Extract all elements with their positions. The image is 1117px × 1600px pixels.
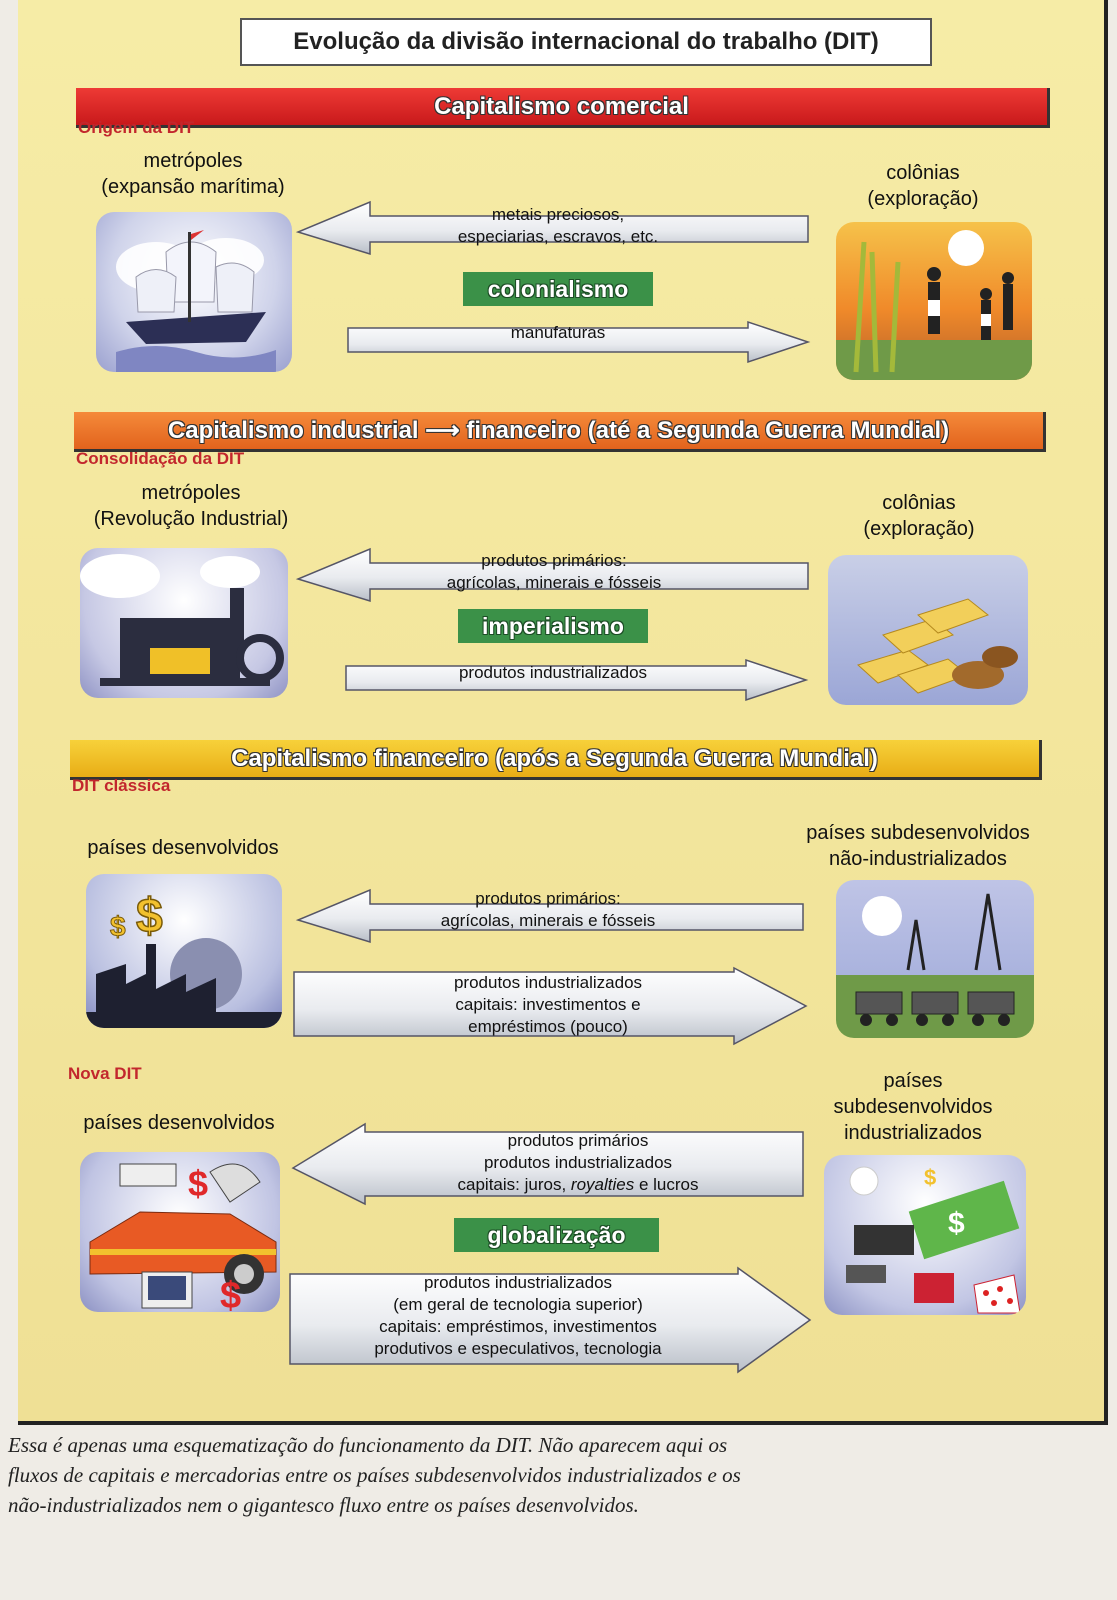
- oil-mining-illustration: [836, 880, 1034, 1038]
- svg-text:$: $: [188, 1163, 209, 1204]
- s3-left-place: países desenvolvidos: [87, 837, 279, 859]
- label-nova-dit: Nova DIT: [68, 1064, 142, 1083]
- band-capitalismo-industrial: Capitalismo industrial ⟶ financeiro (até a Segunda Guerra Mundial): [74, 412, 1046, 452]
- s4-flow-out-text: produtos industrializados (em geral de tecnologia superior) capitais: empréstimos, investimentos produtivos e especulativos, tecnologia: [374, 1273, 662, 1358]
- s1-flow-out-text: manufaturas: [510, 323, 606, 342]
- dollar-sign-2: $: [110, 911, 126, 942]
- developed-industry-illustration: [86, 874, 282, 1028]
- diagram-panel: [18, 0, 1108, 1425]
- ship-illustration: [96, 212, 292, 372]
- relation-colonialismo: colonialismo: [463, 272, 653, 306]
- s1-right-place: colônias (exploração): [867, 162, 979, 210]
- band-capitalismo-comercial: Capitalismo comercial: [76, 88, 1050, 128]
- technology-illustration: [80, 1152, 280, 1312]
- band-capitalismo-financeiro: Capitalismo financeiro (após a Segunda Guerra Mundial): [70, 740, 1042, 780]
- label-dit-classica: DIT clássica: [72, 776, 171, 795]
- factory-illustration: [80, 548, 288, 698]
- figure-caption: Essa é apenas uma esquematização do funcionamento da DIT. Não aparecem aqui os fluxos de capitais e mercadorias entre os países subdesenvolvidos industrializados e os não-industrializados nem o gigantesco fluxo entre os países desenvolvidos.: [8, 1433, 741, 1517]
- s2-flow-in-text: produtos primários: agrícolas, minerais e fósseis: [446, 551, 662, 592]
- diagram-title: Evolução da divisão internacional do trabalho (DIT): [240, 18, 932, 66]
- s2-flow-out-text: produtos industrializados: [458, 663, 648, 682]
- s2-right-place: colônias (exploração): [863, 492, 975, 540]
- s3-flow-out-text: produtos industrializados capitais: investimentos e empréstimos (pouco): [453, 973, 643, 1036]
- s2-left-place: metrópoles (Revolução Industrial): [93, 482, 289, 530]
- gold-illustration: [828, 555, 1028, 705]
- svg-text:$: $: [220, 1275, 242, 1312]
- label-consolidacao: Consolidação da DIT: [76, 449, 245, 468]
- s3-flow-in-text: produtos primários: agrícolas, minerais e fósseis: [440, 889, 656, 930]
- label-origem: Origem da DIT: [78, 118, 195, 137]
- s1-flow-in-text: metais preciosos, especiarias, escravos, etc.: [457, 205, 659, 246]
- relation-imperialismo: imperialismo: [458, 609, 648, 643]
- relation-globalizacao: globalização: [454, 1218, 659, 1252]
- industrializing-illustration: [824, 1155, 1026, 1315]
- colonies-illustration: [836, 222, 1032, 380]
- dollar-sign-1: $: [136, 890, 163, 943]
- svg-text:$: $: [924, 1165, 937, 1190]
- s3-right-place: países subdesenvolvidos não-industrializados: [806, 822, 1030, 870]
- s1-left-place: metrópoles (expansão marítima): [101, 150, 285, 198]
- s4-flow-in-text: produtos primários produtos industrializados capitais: juros, royalties e lucros: [457, 1131, 699, 1194]
- s4-right-place: países subdesenvolvidos industrializados: [833, 1070, 993, 1144]
- s4-left-place: países desenvolvidos: [83, 1112, 275, 1134]
- svg-text:$: $: [948, 1207, 965, 1240]
